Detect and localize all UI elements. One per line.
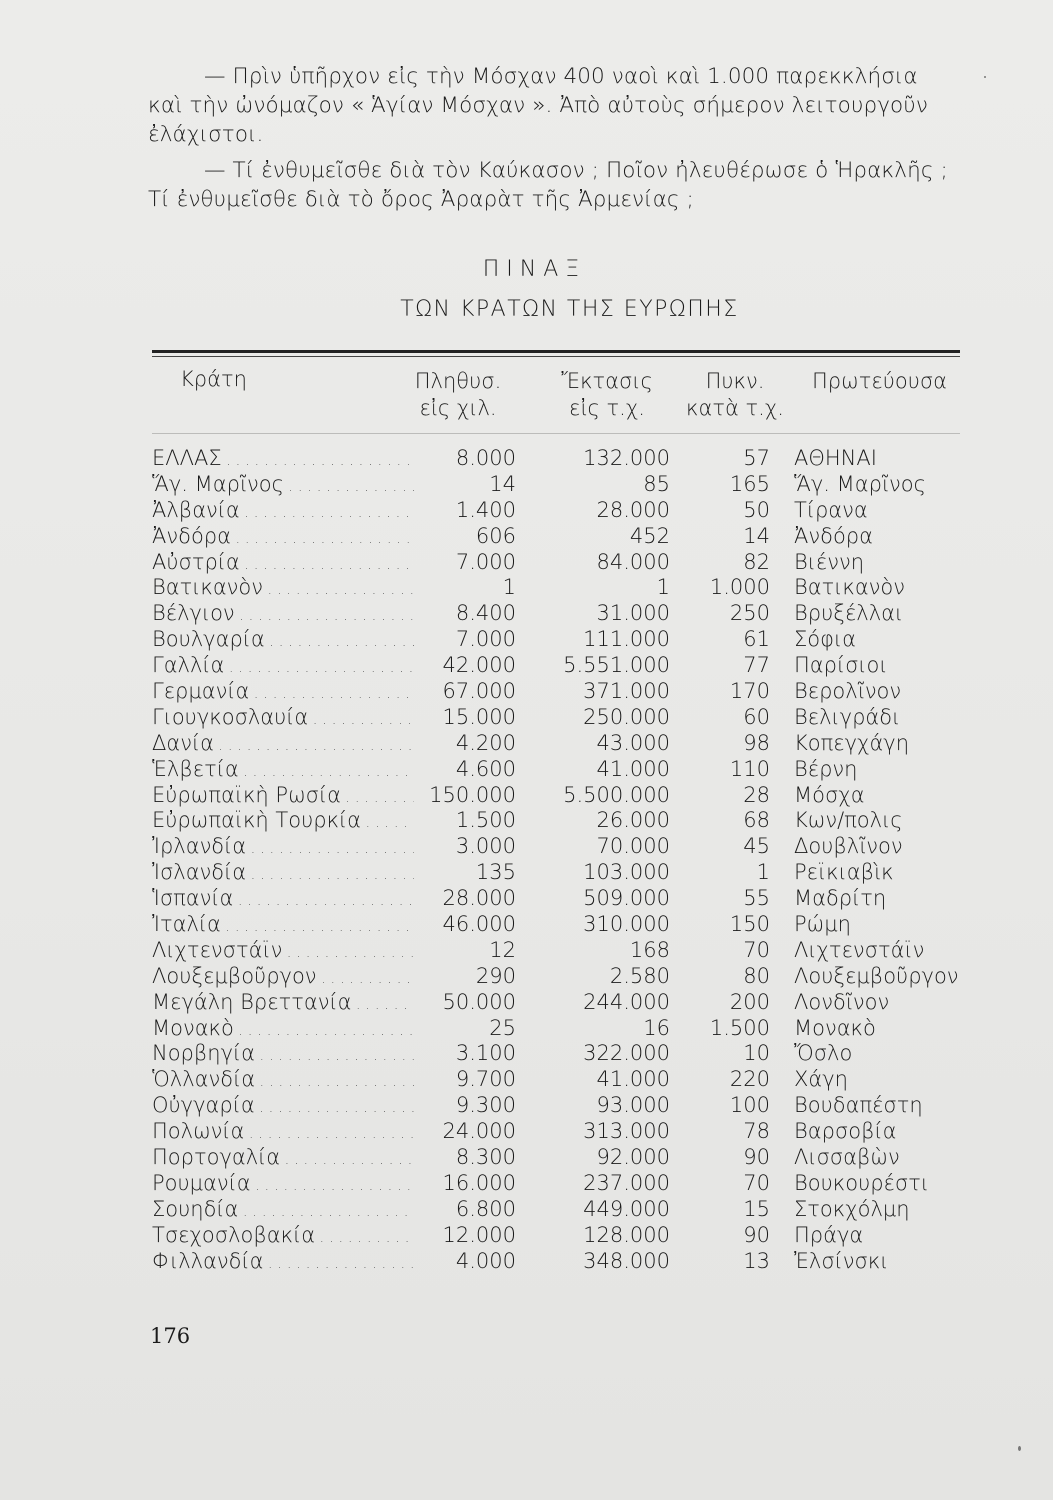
capital-cell: Βαρσοβία [794, 1119, 897, 1144]
area-cell: 449.000 [583, 1196, 670, 1221]
density-cell: 61 [743, 627, 770, 652]
country-cell: Ἅγ. Μαρῖνος . . . [152, 472, 414, 501]
density-cell: 13 [743, 1248, 770, 1273]
density-cell: 70 [743, 937, 770, 962]
table-row [0, 1197, 1053, 1223]
area-cell: 16 [643, 1015, 670, 1040]
header-density: Πυκν. κατὰ τ.χ. [686, 369, 784, 420]
area-cell: 5.500.000 [563, 782, 670, 807]
table-row [0, 938, 1053, 964]
area-cell: 5.551.000 [563, 653, 670, 678]
density-cell: 57 [743, 446, 770, 470]
country-cell: Ρουμανία . . . [152, 1171, 414, 1200]
table-row [0, 1067, 1053, 1093]
area-cell: 92.000 [596, 1145, 670, 1170]
population-cell: 24.000 [442, 1119, 516, 1144]
country-cell: Γιουγκοσλαυία . . . [152, 705, 414, 734]
density-cell: 10 [743, 1041, 770, 1066]
density-cell: 150 [729, 912, 770, 937]
area-cell: 103.000 [583, 860, 670, 885]
capital-cell: Βατικανὸν [794, 575, 905, 600]
population-cell: 7.000 [455, 627, 516, 652]
table-row [0, 990, 1053, 1016]
capital-cell: Βέρνη [794, 756, 858, 781]
capital-cell: Κων/πολις [794, 808, 903, 833]
table-row [0, 653, 1053, 679]
population-cell: 7.000 [455, 549, 516, 574]
capital-cell: Λιχτενστάϊν [794, 937, 925, 962]
paragraph-line: — Τί ἐνθυμεῖσθε διὰ τὸν Καύκασον ; Ποῖον ἠλευθέρωσε ὁ Ἡρακλῆς ; [204, 158, 948, 183]
table-top-rule-thin [152, 356, 960, 357]
density-cell: 90 [743, 1222, 770, 1247]
paper-speck [984, 76, 986, 78]
table-row [0, 575, 1053, 601]
area-cell: 26.000 [596, 808, 670, 833]
population-cell: 9.700 [455, 1067, 516, 1092]
header-capital: Πρωτεύουσα [812, 369, 948, 393]
density-cell: 250 [729, 601, 770, 626]
capital-cell: Λουξεμβοῦργον [794, 963, 959, 988]
page-number: 176 [150, 1324, 191, 1348]
header-population: Πληθυσ. εἰς χιλ. [414, 369, 502, 420]
population-cell: 3.000 [455, 834, 516, 859]
country-cell: Εὐρωπαϊκὴ Ρωσία . . . [152, 783, 414, 812]
population-cell: 46.000 [442, 912, 516, 937]
area-cell: 93.000 [596, 1093, 670, 1118]
capital-cell: Μονακὸ [794, 1015, 876, 1040]
density-cell: 28 [743, 782, 770, 807]
table-row [0, 912, 1053, 938]
table-row [0, 731, 1053, 757]
table-row [0, 705, 1053, 731]
table-row [0, 627, 1053, 653]
country-cell: Μεγάλη Βρεττανία . . . [152, 990, 414, 1019]
country-cell: Πολωνία . . . [152, 1119, 414, 1148]
area-cell: 41.000 [596, 756, 670, 781]
table-row [0, 808, 1053, 834]
density-cell: 80 [743, 963, 770, 988]
table-title: ΠΙΝΑΞ [482, 257, 587, 282]
table-row [0, 783, 1053, 809]
density-cell: 220 [729, 1067, 770, 1092]
population-cell: 8.000 [455, 446, 516, 470]
country-cell: ΕΛΛΑΣ . . . [152, 446, 414, 475]
capital-cell: Βουδαπέστη [794, 1093, 923, 1118]
area-cell: 28.000 [596, 497, 670, 522]
table-row [0, 472, 1053, 498]
country-cell: Φιλλανδία . . . [152, 1249, 414, 1278]
population-cell: 6.800 [455, 1196, 516, 1221]
density-cell: 82 [743, 549, 770, 574]
population-cell: 42.000 [442, 653, 516, 678]
table-row [0, 860, 1053, 886]
country-cell: Γαλλία . . . [152, 653, 414, 682]
density-cell: 55 [743, 886, 770, 911]
area-cell: 237.000 [583, 1170, 670, 1195]
country-cell: Σουηδία . . . [152, 1197, 414, 1226]
density-cell: 1.000 [709, 575, 770, 600]
capital-cell: ΑΘΗΝΑΙ [794, 446, 877, 470]
capital-cell: Βρυξέλλαι [794, 601, 904, 626]
capital-cell: Ρεϊκιαβὶκ [794, 860, 894, 885]
population-cell: 16.000 [442, 1170, 516, 1195]
population-cell: 14 [489, 471, 516, 496]
area-cell: 509.000 [583, 886, 670, 911]
country-cell: Ὁλλανδία . . . [152, 1067, 414, 1096]
country-cell: Οὐγγαρία . . . [152, 1093, 414, 1122]
area-cell: 84.000 [596, 549, 670, 574]
density-cell: 78 [743, 1119, 770, 1144]
density-cell: 100 [729, 1093, 770, 1118]
area-cell: 244.000 [583, 989, 670, 1014]
population-cell: 135 [475, 860, 516, 885]
country-cell: Ἀνδόρα . . . [152, 524, 414, 553]
population-cell: 4.000 [455, 1248, 516, 1273]
area-cell: 168 [629, 937, 670, 962]
area-cell: 348.000 [583, 1248, 670, 1273]
density-cell: 77 [743, 653, 770, 678]
population-cell: 3.100 [455, 1041, 516, 1066]
capital-cell: Κοπεγχάγη [794, 730, 910, 755]
population-cell: 8.300 [455, 1145, 516, 1170]
population-cell: 9.300 [455, 1093, 516, 1118]
table-row [0, 757, 1053, 783]
area-cell: 313.000 [583, 1119, 670, 1144]
area-cell: 70.000 [596, 834, 670, 859]
area-cell: 452 [629, 523, 670, 548]
density-cell: 14 [743, 523, 770, 548]
capital-cell: Τίρανα [794, 497, 868, 522]
density-cell: 50 [743, 497, 770, 522]
table-row [0, 679, 1053, 705]
density-cell: 45 [743, 834, 770, 859]
country-cell: Ἱσπανία . . . [152, 886, 414, 915]
density-cell: 110 [729, 756, 770, 781]
population-cell: 28.000 [442, 886, 516, 911]
header-rule [152, 433, 960, 434]
table-row [0, 550, 1053, 576]
area-cell: 310.000 [583, 912, 670, 937]
country-cell: Μονακὸ . . . [152, 1016, 414, 1045]
country-cell: Βατικανὸν . . . [152, 575, 414, 604]
table-row [0, 601, 1053, 627]
density-cell: 98 [743, 730, 770, 755]
paragraph-line: ἐλάχιστοι. [148, 122, 264, 147]
population-cell: 8.400 [455, 601, 516, 626]
population-cell: 25 [489, 1015, 516, 1040]
country-cell: Δανία . . . [152, 731, 414, 760]
capital-cell: Βερολῖνον [794, 679, 902, 704]
country-cell: Βουλγαρία . . . [152, 627, 414, 656]
area-cell: 43.000 [596, 730, 670, 755]
capital-cell: Λονδῖνον [794, 989, 890, 1014]
table-top-rule [152, 350, 960, 353]
capital-cell: Ἐλσίνσκι [794, 1248, 889, 1273]
capital-cell: Σόφια [794, 627, 856, 652]
population-cell: 15.000 [442, 704, 516, 729]
area-cell: 111.000 [583, 627, 670, 652]
density-cell: 60 [743, 704, 770, 729]
area-cell: 41.000 [596, 1067, 670, 1092]
country-cell: Αὐστρία . . . [152, 550, 414, 579]
paragraph-line: Τί ἐνθυμεῖσθε διὰ τὸ ὄρος Ἀραρὰτ τῆς Ἀρμενίας ; [148, 187, 694, 212]
population-cell: 4.600 [455, 756, 516, 781]
population-cell: 12.000 [442, 1222, 516, 1247]
capital-cell: Βουκουρέστι [794, 1170, 929, 1195]
area-cell: 132.000 [583, 446, 670, 470]
area-cell: 31.000 [596, 601, 670, 626]
density-cell: 68 [743, 808, 770, 833]
country-cell: Ἑλβετία . . . [152, 757, 414, 786]
capital-cell: Παρίσιοι [794, 653, 888, 678]
table-row [0, 498, 1053, 524]
density-cell: 1.500 [709, 1015, 770, 1040]
capital-cell: Μαδρίτη [794, 886, 887, 911]
table-row [0, 1249, 1053, 1275]
table-row [0, 1171, 1053, 1197]
country-cell: Πορτογαλία . . . [152, 1145, 414, 1174]
paper-speck [1018, 1446, 1021, 1451]
country-cell: Εὐρωπαϊκὴ Τουρκία . . . [152, 808, 414, 837]
paragraph-moscow [148, 62, 978, 149]
area-cell: 128.000 [583, 1222, 670, 1247]
density-cell: 70 [743, 1170, 770, 1195]
table-row [0, 964, 1053, 990]
table-row [0, 446, 1053, 472]
area-cell: 322.000 [583, 1041, 670, 1066]
area-cell: 250.000 [583, 704, 670, 729]
table-row [0, 834, 1053, 860]
table-body [0, 446, 1053, 1275]
population-cell: 12 [489, 937, 516, 962]
population-cell: 606 [475, 523, 516, 548]
country-cell: Τσεχοσλοβακία . . . [152, 1223, 414, 1252]
population-cell: 67.000 [442, 679, 516, 704]
area-cell: 371.000 [583, 679, 670, 704]
population-cell: 1 [502, 575, 516, 600]
capital-cell: Ἅγ. Μαρῖνος [794, 471, 926, 496]
area-cell: 2.580 [609, 963, 670, 988]
country-cell: Λιχτενστάϊν . . . [152, 938, 414, 967]
density-cell: 15 [743, 1196, 770, 1221]
paragraph-line: καὶ τὴν ὠνόμαζον « Ἁγίαν Μόσχαν ». Ἀπὸ αὐτοὺς σήμερον λειτουργοῦν [148, 93, 928, 118]
country-cell: Νορβηγία . . . [152, 1041, 414, 1070]
table-row [0, 524, 1053, 550]
country-cell: Γερμανία . . . [152, 679, 414, 708]
density-cell: 200 [729, 989, 770, 1014]
table-row [0, 1119, 1053, 1145]
table-row [0, 1041, 1053, 1067]
header-country: Κράτη [180, 367, 247, 391]
density-cell: 170 [729, 679, 770, 704]
density-cell: 165 [729, 471, 770, 496]
country-cell: Ἰρλανδία . . . [152, 834, 414, 863]
population-cell: 1.400 [455, 497, 516, 522]
header-area: Ἔκτασις εἰς τ.χ. [561, 369, 653, 420]
capital-cell: Στοκχόλμη [794, 1196, 910, 1221]
area-cell: 1 [656, 575, 670, 600]
population-cell: 290 [475, 963, 516, 988]
country-cell: Λουξεμβοῦργον . . . [152, 964, 414, 993]
capital-cell: Ἀνδόρα [794, 523, 873, 548]
area-cell: 85 [643, 471, 670, 496]
capital-cell: Πράγα [794, 1222, 864, 1247]
capital-cell: Μόσχα [794, 782, 865, 807]
table-row [0, 886, 1053, 912]
population-cell: 150.000 [429, 782, 516, 807]
capital-cell: Λισσαβὼν [794, 1145, 900, 1170]
capital-cell: Δουβλῖνον [794, 834, 903, 859]
capital-cell: Ρώμη [794, 912, 851, 937]
country-cell: Ἀλβανία . . . [152, 498, 414, 527]
capital-cell: Ὄσλο [794, 1041, 853, 1066]
table-subtitle: ΤΩΝ ΚΡΑΤΩΝ ΤΗΣ ΕΥΡΩΠΗΣ [400, 297, 739, 322]
capital-cell: Βιέννη [794, 549, 865, 574]
table-row [0, 1223, 1053, 1249]
population-cell: 1.500 [455, 808, 516, 833]
population-cell: 50.000 [442, 989, 516, 1014]
density-cell: 1 [756, 860, 770, 885]
population-cell: 4.200 [455, 730, 516, 755]
capital-cell: Βελιγράδι [794, 704, 901, 729]
paragraph-line: — Πρὶν ὑπῆρχον εἰς τὴν Μόσχαν 400 ναοὶ καὶ 1.000 παρεκκλήσια [204, 64, 918, 89]
paragraph-questions [148, 156, 978, 214]
table-row [0, 1093, 1053, 1119]
density-cell: 90 [743, 1145, 770, 1170]
table-row [0, 1016, 1053, 1042]
country-cell: Βέλγιον . . . [152, 601, 414, 630]
country-cell: Ἰσλανδία . . . [152, 860, 414, 889]
country-cell: Ἰταλία . . . [152, 912, 414, 941]
table-row [0, 1145, 1053, 1171]
capital-cell: Χάγη [794, 1067, 848, 1092]
